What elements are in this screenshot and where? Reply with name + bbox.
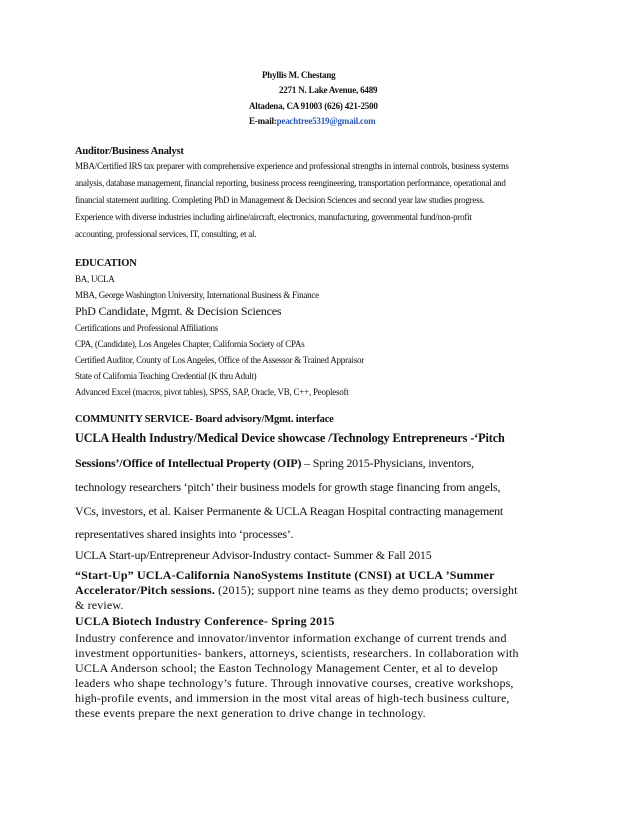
cnsi-line-text: (2015); support nine teams as they demo products; oversight <box>215 583 518 597</box>
degree-item: MBA, George Washington University, International Business & Finance <box>75 290 319 300</box>
oip-heading-text: Sessions’/Office of Intellectual Property (OIP) <box>75 456 302 470</box>
cert-item: State of California Teaching Credential (K thru Adult) <box>75 371 257 381</box>
oip-line: technology researchers ‘pitch’ their business models for growth stage financing from angels, <box>75 480 501 494</box>
degree-item: BA, UCLA <box>75 274 115 284</box>
email-link[interactable]: peachtree5319@gmail.com <box>276 116 376 126</box>
biotech-line: UCLA Anderson school; the Easton Technology Management Center, et al to develop <box>75 661 498 675</box>
biotech-line: leaders who shape technology’s future. Through innovative courses, creative workshops, <box>75 676 514 690</box>
cnsi-line <box>75 583 518 598</box>
summary-line: analysis, database management, financial reporting, business process reengineering, transportation performance, operational and <box>75 178 506 188</box>
biotech-line: investment opportunities- bankers, attorneys, scientists, researchers. In collaboration with <box>75 646 519 660</box>
oip-heading-text: UCLA Health Industry/Medical Device showcase /Technology Entrepreneurs -‘Pitch <box>75 431 505 445</box>
certs-title: Certifications and Professional Affiliations <box>75 323 219 333</box>
summary-line: accounting, professional services, IT, consulting, et al. <box>75 229 257 239</box>
oip-line: representatives shared insights into ‘processes’. <box>75 527 294 541</box>
summary-title: Auditor/Business Analyst <box>75 146 184 157</box>
biotech-line: these events prepare the next generation to drive change in technology. <box>75 706 426 720</box>
cnsi-heading: “Start-Up” UCLA-California NanoSystems Institute (CNSI) at UCLA ’Summer <box>75 568 495 582</box>
summary-line: Experience with diverse industries including airline/aircraft, electronics, manufacturing, governmental fund/non-profit <box>75 212 472 222</box>
phd-line: PhD Candidate, Mgmt. & Decision Sciences <box>75 304 282 318</box>
city-phone: Altadena, CA 91003 (626) 421-2500 <box>249 101 378 111</box>
oip-line: VCs, investors, et al. Kaiser Permanente & UCLA Reagan Hospital contracting management <box>75 504 504 518</box>
biotech-line: high-profile events, and immersion in the most vital areas of high-tech business culture, <box>75 691 510 705</box>
biotech-heading: UCLA Biotech Industry Conference- Spring 2015 <box>75 614 335 628</box>
oip-line <box>75 456 474 471</box>
cert-item: Certified Auditor, County of Los Angeles, Office of the Assessor & Trained Appraisor <box>75 355 364 365</box>
summary-line: MBA/Certified IRS tax preparer with comprehensive experience and professional strengths in internal controls, business systems <box>75 161 509 171</box>
oip-line-text: – Spring 2015-Physicians, inventors, <box>301 456 474 470</box>
oip-heading <box>75 431 505 446</box>
street-address: 2271 N. Lake Avenue, 6489 <box>279 85 378 95</box>
cnsi-heading-text: Accelerator/Pitch sessions. <box>75 583 216 597</box>
email-line <box>249 116 375 126</box>
cert-item: Advanced Excel (macros, pivot tables), SPSS, SAP, Oracle, VB, C++, Peoplesoft <box>75 387 349 397</box>
candidate-name: Phyllis M. Chestang <box>262 70 336 80</box>
email-label: E-mail: <box>249 116 277 126</box>
community-title: COMMUNITY SERVICE- Board advisory/Mgmt. interface <box>75 414 334 425</box>
summary-line: financial statement auditing. Completing PhD in Management & Decision Sciences and second year law studies progress. <box>75 195 485 205</box>
cert-item: CPA, (Candidate), Los Angeles Chapter, California Society of CPAs <box>75 339 305 349</box>
biotech-line: Industry conference and innovator/inventor information exchange of current trends and <box>75 631 507 645</box>
cnsi-line: & review. <box>75 598 124 612</box>
education-title: EDUCATION <box>75 258 137 269</box>
advisor-line: UCLA Start-up/Entrepreneur Advisor-Industry contact- Summer & Fall 2015 <box>75 548 432 562</box>
